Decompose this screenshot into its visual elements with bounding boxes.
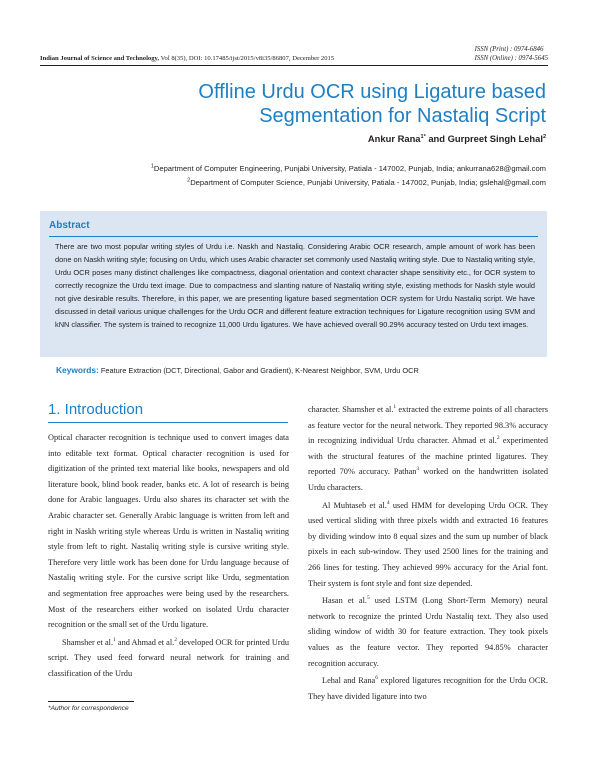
intro-paragraph-2 [48,635,289,682]
intro-paragraph-1: Optical character recognition is technique used to convert images data into editable text format. Optical character recognition is used for digitization of the printed text material like books, newspapers and old literature book, blind book reader, banks etc. A lot of research is being done for Arabic languages. Urdu also shares its character set with the Arabic character set. Generally Arabic language is written from left and right in Naskh writing style whereas Urdu is written in Nastaliq writing style from left to right. Nastaliq writing style is cursive writing style. Therefore very little work has been done for Urdu language because of Nastaliq writing style. For the cursive script like Urdu, segmentation and segmentation free approaches were being used by the researchers. Most of the researchers either worked on isolated Urdu character recognition or the small set of the Urdu ligature. [48,433,289,630]
intro-paragraph-5 [308,593,548,671]
affiliation-1-mark: 1 [150,163,154,170]
text-run: extracted the extreme points of all characters as feature vector for the neural network. They reported 98.3% accuracy in recognizing individual Urdu character. Ahmad et al. [308,405,548,446]
citation-mark: 2 [496,435,500,442]
citation-details: Vol 8(35), DOI: 10.17485/ijst/2015/v8i35/86807, December 2015 [160,55,335,62]
text-run: used HMM for developing Urdu OCR. They used vertical sliding with three pixels width and extracted 16 features by dividing window into 8 equal sizes and the sum up number of black pixels in each sub-window. They used 2500 lines for the training and 266 lines for testing. They achieved 99% accuracy for the Arial font. Their system is font style and font size depended. [308,500,548,588]
citation-mark: 2 [174,636,177,643]
author-1: Ankur Rana [367,133,421,144]
affiliation-1 [151,164,546,173]
text-run: character. Shamsher et al. [308,405,394,414]
footnote: *Author for correspondence [48,705,129,712]
text-run: used LSTM (Long Short-Term Memory) neural network to recognize the printed Urdu Nastaliq text. They also used sliding window of width 30 for feature extraction. They took pixels values as the feature vector. They reported 94.85% character recognition accuracy. [308,596,548,668]
keywords [56,365,419,375]
journal-citation [40,55,334,63]
text-run: Lehal and Rana [322,676,376,686]
text-run: Hasan et al. [322,596,367,606]
citation-mark: 1 [113,636,116,643]
section-divider [48,422,288,423]
citation-mark: 1 [393,404,397,411]
paper-title-line-1: Offline Urdu OCR using Ligature based [198,81,546,103]
text-run: worked on the handwritten isolated Urdu characters. [308,467,548,492]
paper-title-line-2: Segmentation for Nastaliq Script [259,105,546,127]
affiliation-1-text: Department of Computer Engineering, Punjabi University, Patiala - 147002, Punjab, India; ankurrana628@gmail.com [153,164,546,173]
abstract-box [40,211,547,357]
section-heading-introduction: 1. Introduction [48,401,144,418]
keywords-text: Feature Extraction (DCT, Directional, Gabor and Gradient), K-Nearest Neighbor, SVM, Urdu OCR [100,366,419,375]
citation-mark: 5 [366,595,370,602]
affiliation-2-text: Department of Computer Science, Punjabi University, Patiala - 147002, Punjab, India; gslehal@gmail.com [190,178,546,187]
keywords-label: Keywords: [56,365,99,375]
issn-online: ISSN (Online) : 0974-5645 [474,55,548,62]
text-run: developed OCR for printed Urdu script. They used feed forward neural network for training and classification of the Urdu [48,637,289,678]
intro-paragraph-6 [308,673,548,704]
header-divider [40,65,548,66]
author-2-mark: 2 [542,133,546,140]
footnote-divider [48,701,134,702]
text-run: Shamsher et al. [62,637,114,647]
text-run: explored ligatures recognition for the Urdu OCR. They have divided ligature into two [308,676,549,701]
affiliation-2 [187,178,546,187]
intro-paragraph-4 [308,498,548,592]
affiliation-2-mark: 2 [187,177,191,184]
right-column [308,402,548,704]
paper-title [40,80,546,128]
issn-print: ISSN (Print) : 0974-6846 [474,46,544,53]
citation-mark: 4 [386,499,390,506]
intro-paragraph-3 [308,402,548,496]
author-2: and Gurpreet Singh Lehal [425,133,543,144]
citation-mark: 3 [416,466,420,473]
citation-mark: 6 [375,675,378,682]
text-run: and Ahmad et al. [115,637,175,647]
text-run: Al Muhtaseb et al. [322,500,387,510]
abstract-divider [49,236,538,237]
author-list [368,133,546,144]
author-1-mark: 1* [420,133,426,140]
issn-block [475,45,548,63]
journal-name: Indian Journal of Science and Technology, [40,55,160,62]
abstract-text: There are two most popular writing styles of Urdu i.e. Naskh and Nastaliq. Considering Arabic OCR research, ample amount of work has been done on Naskh writing style; focusing on Urdu, which uses Arabic character set commonly used Nastaliq writing style. Due to Nastaliq writing style, Urdu OCR poses many distinct challenges like compactness, diagonal orientation and context character shape sensitivity etc., for OCR system to correctly recognize the Urdu text image. Due to compactness and slanting nature of Nastaliq writing style, existing methods for Naskh style would not give desirable results. Therefore, in this paper, we are presenting ligature based segmentation OCR system for Urdu Nastaliq script. We have discussed in detail various unique challenges for the Urdu OCR and different feature extraction techniques for Ligature recognition using SVM and kNN classifier. The system is trained to recognize 11,000 Urdu ligatures. We have achieved overall 90.29% accuracy tested on Urdu text images. [55,242,535,329]
left-column [48,430,289,682]
text-run: experimented with the structural features of the machine printed ligatures. They reported 70% accuracy. Pathan [308,436,548,477]
abstract-heading: Abstract [49,220,90,231]
